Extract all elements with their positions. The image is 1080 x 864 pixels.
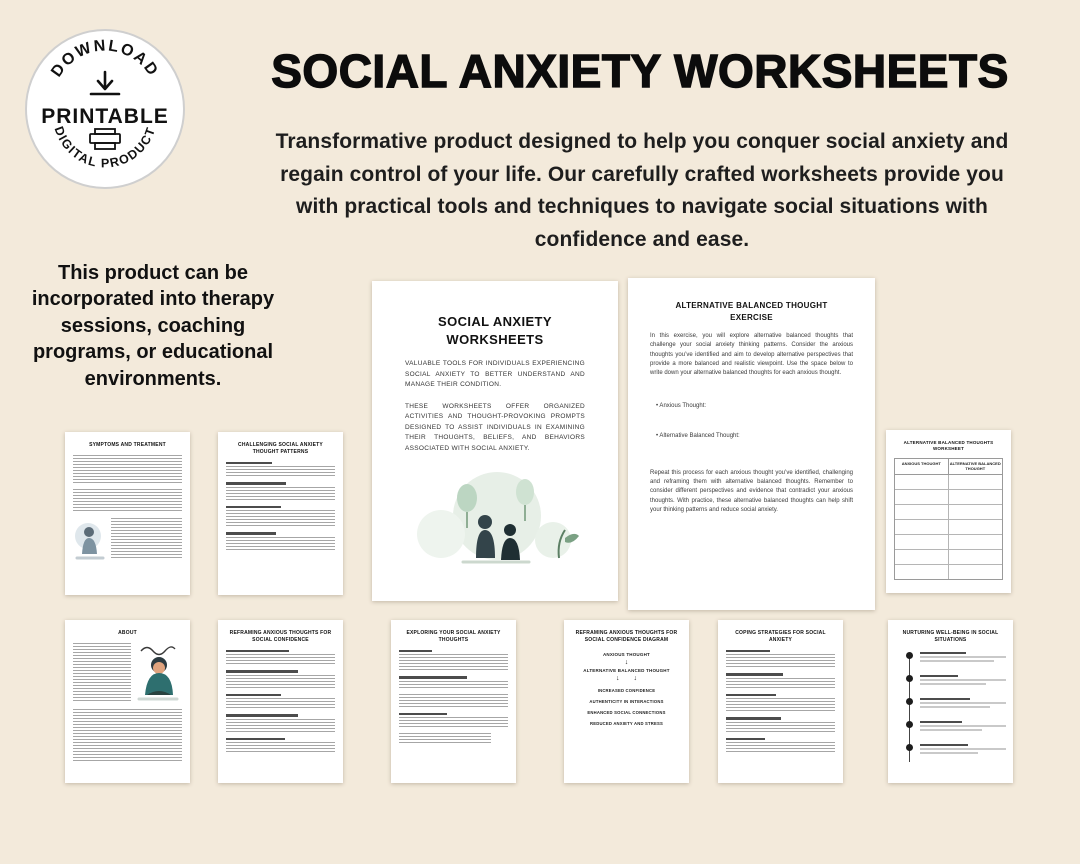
badge-bottom-text: DIGITAL PRODUCT: [51, 124, 159, 171]
text-placeholder: [73, 709, 182, 761]
diagram-outcome: ENHANCED SOCIAL CONNECTIONS: [587, 710, 666, 716]
intro-page-paragraph-2: THESE WORKSHEETS OFFER ORGANIZED ACTIVITIES AND THOUGHT-PROVOKING PROMPTS DESIGNED TO ASSIST INDIVIDUALS IN EXAMINING THEIR THOUGHTS, BELIEFS, AND BEHAVIORS ASSOCIATED WITH SOCIAL ANXIETY.: [405, 402, 585, 452]
anxiety-illustration: [407, 464, 583, 576]
worksheet-thumb-coping: [718, 620, 843, 783]
diagram-node-anxious-thought: ANXIOUS THOUGHT: [602, 651, 650, 657]
exercise-page-paragraph-2: Repeat this process for each anxious thought you’ve identified, challenging and reframing them with alternative balanced thoughts. Remember to consider different perspectives and evidence that contradict your anxious thoughts. With practice, these alternative balanced thoughts can help shift your thinking patterns and reduce social anxiety.: [650, 469, 853, 513]
table-row: [895, 535, 1002, 550]
thumb-title: SYMPTOMS AND TREATMENT: [89, 442, 166, 448]
worksheet-thumb-symptoms: [65, 432, 190, 595]
table-row: [895, 565, 1002, 579]
thumb-title: NURTURING WELL-BEING IN SOCIAL SITUATIONS: [902, 630, 999, 643]
product-description: Transformative product designed to help you conquer social anxiety and regain control of your life. Our carefully crafted worksheets provide you with practical tools and techniques to navigate social situations with confidence and ease.: [275, 130, 1009, 251]
timeline-graphic: [896, 650, 1005, 768]
intro-page-paragraph-1: VALUABLE TOOLS FOR INDIVIDUALS EXPERIENCING SOCIAL ANXIETY TO BETTER UNDERSTAND AND MANAGE THEIR CONDITION.: [405, 360, 585, 389]
worksheet-preview-intro: [372, 281, 618, 601]
worksheet-thumb-table: [886, 430, 1011, 593]
diagram-outcome: AUTHENTICITY IN INTERACTIONS: [589, 699, 664, 705]
text-placeholder: [73, 643, 131, 703]
thumb-title: EXPLORING YOUR SOCIAL ANXIETY THOUGHTS: [406, 630, 501, 643]
badge-center-text: PRINTABLE: [41, 105, 169, 128]
worksheet-thumb-about: [65, 620, 190, 783]
worksheet-thumb-diagram: [564, 620, 689, 783]
down-arrow-icon: ↓: [633, 675, 637, 683]
thumb-title: REFRAMING ANXIOUS THOUGHTS FOR SOCIAL CONFIDENCE DIAGRAM: [575, 630, 678, 643]
balanced-thoughts-table-rows: [895, 475, 1002, 579]
table-column-header: ALTERNATIVE BALANCED THOUGHT: [949, 461, 1001, 472]
table-row: [895, 520, 1002, 535]
thumb-title: CHALLENGING SOCIAL ANXIETY THOUGHT PATTERNS: [238, 442, 323, 455]
worksheet-thumb-reframing: [218, 620, 343, 783]
usage-note: This product can be incorporated into therapy sessions, coaching programs, or educational environments.: [31, 262, 275, 390]
badge-top-text: DOWNLOAD: [48, 37, 162, 81]
worksheet-thumb-challenging: [218, 432, 343, 595]
diagram-outcome: INCREASED CONFIDENCE: [597, 688, 656, 694]
thumb-title: ALTERNATIVE BALANCED THOUGHTS WORKSHEET: [903, 440, 994, 452]
thumb-title: ABOUT: [118, 630, 137, 636]
table-row: [895, 505, 1002, 520]
hugging-knees-illustration: [135, 643, 181, 703]
down-arrow-icon: ↓: [624, 658, 629, 666]
intro-page-title: SOCIAL ANXIETY WORKSHEETS: [438, 314, 552, 347]
thumb-title: REFRAMING ANXIOUS THOUGHTS FOR SOCIAL CONFIDENCE: [229, 630, 332, 643]
diagram-node-alternative-thought: ALTERNATIVE BALANCED THOUGHT: [583, 668, 670, 674]
down-arrow-icon: ↓: [616, 675, 620, 683]
table-row: [895, 475, 1002, 490]
text-placeholder: [111, 518, 182, 560]
worksheet-thumb-nurturing: [888, 620, 1013, 783]
text-placeholder: [73, 455, 182, 484]
exercise-page-paragraph-1: In this exercise, you will explore alternative balanced thoughts that challenge your social anxiety thinking patterns. Consider the anxious thoughts you’ve identified and aim to develop alternative perspectives that provide a more balanced and realistic viewpoint. Use the space below to write down your alternative balanced thoughts for each anxious thought.: [650, 333, 853, 377]
table-row: [895, 490, 1002, 505]
exercise-bullet-alternative-thought: • Alternative Balanced Thought:: [656, 432, 740, 439]
page-title: SOCIAL ANXIETY WORKSHEETS: [271, 45, 1009, 97]
exercise-bullet-anxious-thought: • Anxious Thought:: [656, 402, 707, 409]
table-column-header: ANXIOUS THOUGHT: [895, 459, 949, 473]
table-row: [895, 550, 1002, 565]
sad-person-illustration: [73, 518, 107, 564]
printable-badge: [24, 28, 186, 190]
badge-graphic: [24, 28, 186, 190]
thumb-title: COPING STRATEGIES FOR SOCIAL ANXIETY: [735, 630, 826, 643]
exercise-page-title: ALTERNATIVE BALANCED THOUGHT EXERCISE: [675, 301, 828, 322]
diagram-outcome: REDUCED ANXIETY AND STRESS: [590, 721, 663, 727]
worksheet-preview-exercise: [628, 278, 875, 610]
balanced-thoughts-table: [894, 458, 1003, 579]
worksheet-thumb-exploring: [391, 620, 516, 783]
text-placeholder: [73, 489, 182, 512]
